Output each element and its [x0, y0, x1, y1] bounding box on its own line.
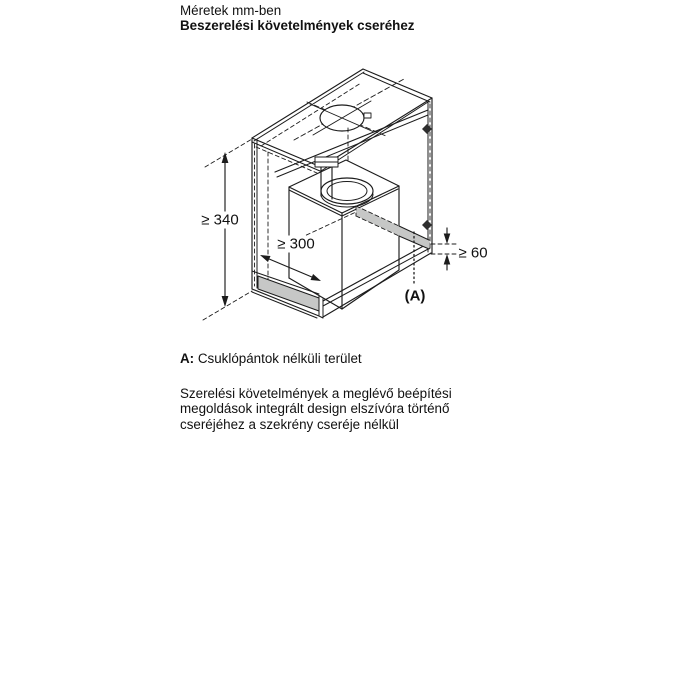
- hinge-free-area: [300, 206, 429, 249]
- dim-340-arrow: [203, 139, 252, 320]
- paragraph-line: megoldások integrált design elszívóra történő: [180, 401, 450, 417]
- legend-note: [180, 351, 362, 366]
- dim-300-label: ≥ 300: [277, 235, 315, 253]
- hinge-pin-bottom-icon: [422, 220, 432, 230]
- dim-60-label: ≥ 60: [458, 244, 488, 262]
- paragraph-line: Szerelési követelmények a meglévő beépítési: [180, 386, 452, 401]
- paragraph-line: cseréjéhez a szekrény cseréje nélkül: [180, 416, 399, 432]
- hinge-pin-top-icon: [422, 124, 432, 134]
- hood-unit: [289, 157, 399, 309]
- section-title: Beszerelési követelmények cseréhez: [180, 18, 415, 33]
- dim-60-arrows: [431, 228, 457, 270]
- units-note: Méretek mm-ben: [180, 3, 282, 18]
- description-paragraph: [180, 386, 452, 432]
- dim-340-label: ≥ 340: [201, 211, 239, 229]
- bottom-front-rail: [258, 276, 319, 311]
- legend-key: A:: [180, 351, 195, 366]
- legend-text: Csuklópántok nélküli terület: [194, 351, 362, 366]
- area-a-label: (A): [404, 287, 426, 305]
